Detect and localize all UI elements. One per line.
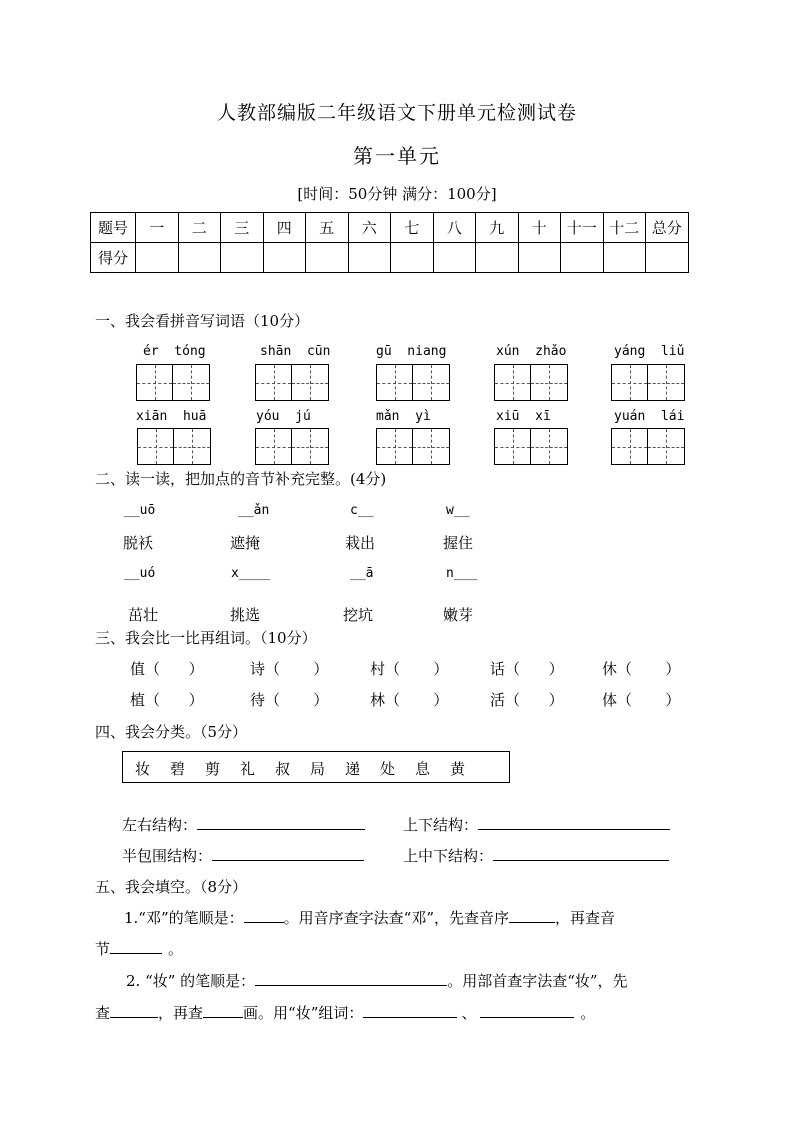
character: 息: [415, 760, 431, 778]
word-compare-item[interactable]: 活（ ）: [490, 691, 564, 709]
question-text: 1.“邓”的笔顺是：: [124, 909, 244, 927]
syllable-blank[interactable]: w__: [446, 503, 470, 518]
table-cell: 十二: [603, 213, 646, 243]
pinyin-label: xiū xī: [496, 409, 551, 424]
exam-title: 人教部编版二年级语文下册单元检测试卷: [216, 102, 577, 124]
question-text: ，再查音: [555, 909, 616, 927]
classify-label: 上中下结构：: [403, 847, 494, 865]
table-cell: 四: [263, 213, 306, 243]
score-input-cell[interactable]: [306, 243, 349, 273]
tianzige-box[interactable]: [255, 364, 329, 401]
table-cell: 六: [348, 213, 391, 243]
classify-row: [122, 845, 364, 866]
pinyin-label: xún zhǎo: [496, 344, 567, 359]
index-letter-blank[interactable]: [509, 908, 555, 923]
table-cell: 七: [391, 213, 434, 243]
syllable-blank[interactable]: __uó: [124, 566, 156, 581]
classify-blank[interactable]: [212, 846, 364, 861]
table-cell: 二: [178, 213, 221, 243]
syllable-blank[interactable]: __ā: [350, 566, 374, 581]
classify-label: 上下结构：: [403, 816, 479, 834]
word-blank[interactable]: [363, 1003, 457, 1018]
word-compare-item[interactable]: 休（ ）: [602, 660, 681, 678]
word-compare-item[interactable]: 林（ ）: [370, 691, 449, 709]
stroke-order-blank[interactable]: [255, 971, 447, 986]
table-cell: 十: [518, 213, 561, 243]
question-2-line-2: [95, 1002, 595, 1023]
classify-label: 半包围结构：: [122, 847, 213, 865]
score-table: [90, 212, 689, 273]
character: 处: [380, 760, 396, 778]
score-input-cell[interactable]: [348, 243, 391, 273]
character: 黄: [450, 760, 466, 778]
score-input-cell[interactable]: [221, 243, 264, 273]
word-compare-item[interactable]: 植（ ）: [130, 691, 204, 709]
pinyin-label: mǎn yì: [376, 409, 431, 424]
pinyin-label: gū niang: [376, 344, 447, 359]
tianzige-box[interactable]: [494, 428, 568, 465]
table-cell: 十一: [561, 213, 604, 243]
classify-row: [403, 814, 670, 835]
tianzige-box[interactable]: [494, 364, 568, 401]
question-text: 节: [95, 940, 111, 958]
pinyin-label: yuán lái: [614, 409, 685, 424]
table-cell: 总分: [646, 213, 689, 243]
syllable-blank[interactable]: [110, 939, 162, 954]
radical-blank[interactable]: [110, 1003, 158, 1018]
dotted-word: 遮掩: [230, 534, 261, 552]
time-info: [时间：50分钟 满分：100分]: [297, 185, 497, 203]
character: 碧: [170, 760, 186, 778]
unit-title: 第一单元: [353, 144, 441, 168]
score-input-cell[interactable]: [476, 243, 519, 273]
syllable-blank[interactable]: n___: [446, 566, 478, 581]
classify-label: 左右结构：: [122, 816, 198, 834]
pinyin-label: xiān huā: [136, 409, 207, 424]
word-compare-item[interactable]: 值（ ）: [130, 660, 204, 678]
score-input-cell[interactable]: [263, 243, 306, 273]
classify-blank[interactable]: [493, 846, 669, 861]
character: 剪: [205, 760, 221, 778]
question-text: 查: [95, 1004, 111, 1022]
tianzige-box[interactable]: [611, 364, 685, 401]
section5-heading: 五、我会填空。（8分）: [95, 878, 248, 896]
character-box: [122, 751, 510, 783]
question-text: ，再查: [158, 1004, 204, 1022]
word-blank[interactable]: [480, 1003, 574, 1018]
stroke-order-blank[interactable]: [244, 908, 284, 923]
section4-heading: 四、我会分类。（5分）: [95, 723, 248, 741]
table-cell: 三: [221, 213, 264, 243]
table-cell: 一: [136, 213, 179, 243]
question-text: 画。用“妆”组词：: [243, 1004, 364, 1022]
classify-blank[interactable]: [197, 815, 365, 830]
syllable-blank[interactable]: __uō: [124, 503, 156, 518]
tianzige-box[interactable]: [376, 428, 450, 465]
score-input-cell[interactable]: [603, 243, 646, 273]
question-text: 。用部首查字法查“妆”，先: [447, 972, 628, 990]
word-compare-item[interactable]: 待（ ）: [250, 691, 329, 709]
classify-row: [403, 845, 669, 866]
word-compare-item[interactable]: 话（ ）: [490, 660, 564, 678]
classify-row: [122, 814, 365, 835]
question-text: 。用音序查字法查“邓”，先查音序: [283, 909, 509, 927]
score-input-cell[interactable]: [178, 243, 221, 273]
pinyin-label: ér tóng: [143, 344, 206, 359]
word-compare-item[interactable]: 村（ ）: [370, 660, 449, 678]
pinyin-label: yáng liǔ: [614, 344, 685, 359]
score-table-score-row: [91, 243, 689, 273]
table-cell: 九: [476, 213, 519, 243]
score-input-cell[interactable]: [561, 243, 604, 273]
tianzige-box[interactable]: [376, 364, 450, 401]
stroke-count-blank[interactable]: [203, 1003, 243, 1018]
pinyin-label: yóu jú: [256, 409, 311, 424]
score-input-cell[interactable]: [646, 243, 689, 273]
pinyin-label: shān cūn: [260, 344, 331, 359]
tianzige-box[interactable]: [137, 428, 211, 465]
score-table-header-row: [91, 213, 689, 243]
tianzige-box[interactable]: [611, 428, 685, 465]
syllable-blank[interactable]: __ǎn: [238, 503, 270, 518]
table-cell: 五: [306, 213, 349, 243]
question-text: 。: [580, 1004, 596, 1022]
tianzige-box[interactable]: [255, 428, 329, 465]
character: 局: [310, 760, 326, 778]
score-input-cell[interactable]: [136, 243, 179, 273]
dotted-word: 握住: [443, 534, 474, 552]
dotted-word: 栽出: [345, 534, 376, 552]
syllable-blank[interactable]: c__: [350, 503, 374, 518]
syllable-blank[interactable]: x____: [231, 566, 271, 581]
question-1-line-1: [124, 907, 615, 928]
dotted-word: 挖坑: [343, 606, 374, 624]
question-2-line-1: [126, 970, 628, 991]
dotted-word: 挑选: [230, 606, 261, 624]
table-cell: 题号: [91, 213, 136, 243]
score-input-cell[interactable]: [518, 243, 561, 273]
character: 礼: [240, 760, 256, 778]
question-text: 、: [461, 1004, 477, 1022]
tianzige-box[interactable]: [136, 364, 210, 401]
character: 递: [345, 760, 361, 778]
character: 叔: [275, 760, 291, 778]
character: 妆: [135, 760, 151, 778]
table-cell: 八: [433, 213, 476, 243]
word-compare-item[interactable]: 诗（ ）: [250, 660, 329, 678]
dotted-word: 嫩芽: [443, 606, 474, 624]
score-input-cell[interactable]: [391, 243, 434, 273]
section3-heading: 三、我会比一比再组词。（10分）: [95, 629, 317, 647]
score-input-cell[interactable]: [433, 243, 476, 273]
dotted-word: 茁壮: [128, 606, 159, 624]
question-text: 2. “妆” 的笔顺是：: [126, 972, 256, 990]
word-compare-item[interactable]: 体（ ）: [602, 691, 681, 709]
question-1-line-2: [95, 938, 183, 959]
classify-blank[interactable]: [478, 815, 670, 830]
dotted-word: 脱袄: [123, 534, 154, 552]
section2-heading: 二、读一读，把加点的音节补充完整。(4分): [95, 470, 387, 488]
question-text: 。: [168, 940, 184, 958]
section1-heading: 一、我会看拼音写词语（10分）: [95, 312, 310, 330]
table-cell: 得分: [91, 243, 136, 273]
